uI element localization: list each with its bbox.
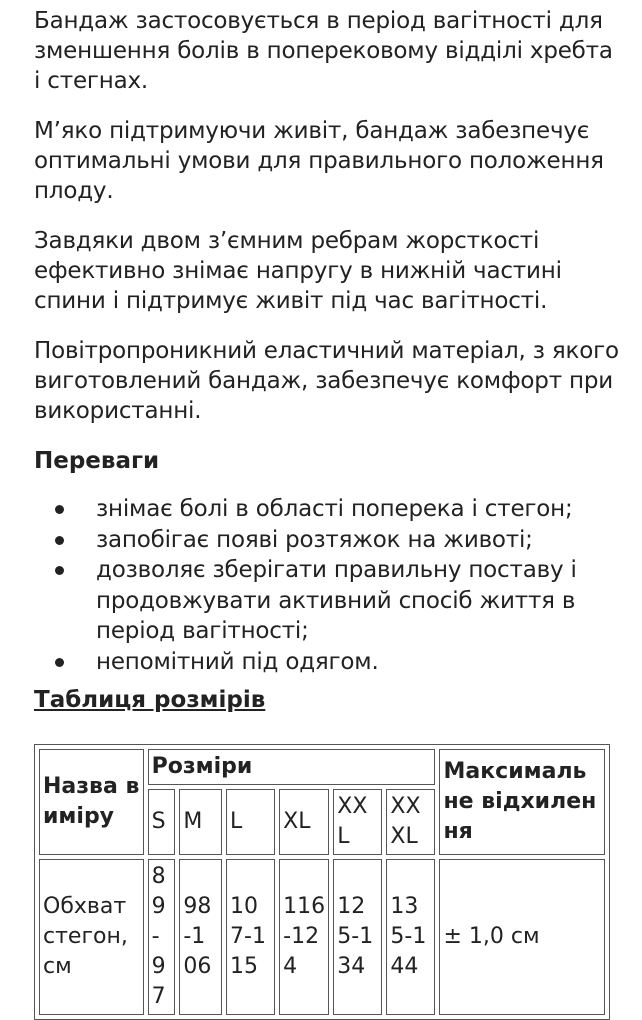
bullet-icon xyxy=(55,505,64,514)
size-value-cell: 89-97 xyxy=(148,859,176,1015)
size-value-cell: 125-134 xyxy=(333,859,382,1015)
size-label: M xyxy=(179,789,222,855)
size-value-cell: 98-106 xyxy=(179,859,222,1015)
size-label: XL xyxy=(279,789,329,855)
benefit-text: запобігає появі розтяжок на животі; xyxy=(96,526,533,553)
measure-name-cell: Обхват стегон, см xyxy=(39,859,144,1015)
size-table-title: Таблиця розмірів xyxy=(34,687,266,713)
table-header-row xyxy=(39,749,605,785)
benefit-text: непомітний під одягом. xyxy=(96,648,379,675)
description-paragraph-3: Завдяки двом з’ємним ребрам жорсткості ефективно знімає напругу в нижній частині спини і підтримує живіт під час вагітності. xyxy=(34,228,562,314)
sizes-header: Розміри xyxy=(148,749,436,785)
benefits-list xyxy=(34,494,626,677)
size-label: S xyxy=(148,789,176,855)
list-item xyxy=(34,647,626,678)
size-value-cell: 116-124 xyxy=(279,859,329,1015)
size-value-cell: 135-144 xyxy=(386,859,435,1015)
size-label: L xyxy=(226,789,275,855)
max-deviation-header: Максимальне відхилення xyxy=(439,749,605,855)
deviation-cell: ± 1,0 см xyxy=(439,859,605,1015)
list-item xyxy=(34,525,626,556)
bullet-icon xyxy=(55,566,64,575)
bullet-icon xyxy=(55,536,64,545)
size-table xyxy=(34,744,610,1020)
size-label: XXL xyxy=(333,789,382,855)
list-item xyxy=(34,555,626,647)
size-value-cell: 107-115 xyxy=(226,859,275,1015)
table-row xyxy=(39,859,605,1015)
size-label: XXXL xyxy=(386,789,435,855)
benefits-heading: Переваги xyxy=(34,448,160,474)
benefit-text: знімає болі в області поперека і стегон; xyxy=(96,496,573,522)
description-paragraph-1: Бандаж застосовується в період вагітності для зменшення болів в поперековому відділі хребта і стегнах. xyxy=(34,8,613,94)
measure-name-header: Назва виміру xyxy=(39,749,144,855)
list-item xyxy=(34,494,626,525)
description-paragraph-2: М’яко підтримуючи живіт, бандаж забезпечує оптимальні умови для правильного положення плоду. xyxy=(34,118,604,204)
description-paragraph-4: Повітропроникний еластичний матеріал, з якого виготовлений бандаж, забезпечує комфорт при використанні. xyxy=(34,338,619,424)
bullet-icon xyxy=(55,658,64,667)
benefit-text: дозволяє зберігати правильну поставу і продовжувати активний спосіб життя в період вагітності; xyxy=(96,557,577,644)
